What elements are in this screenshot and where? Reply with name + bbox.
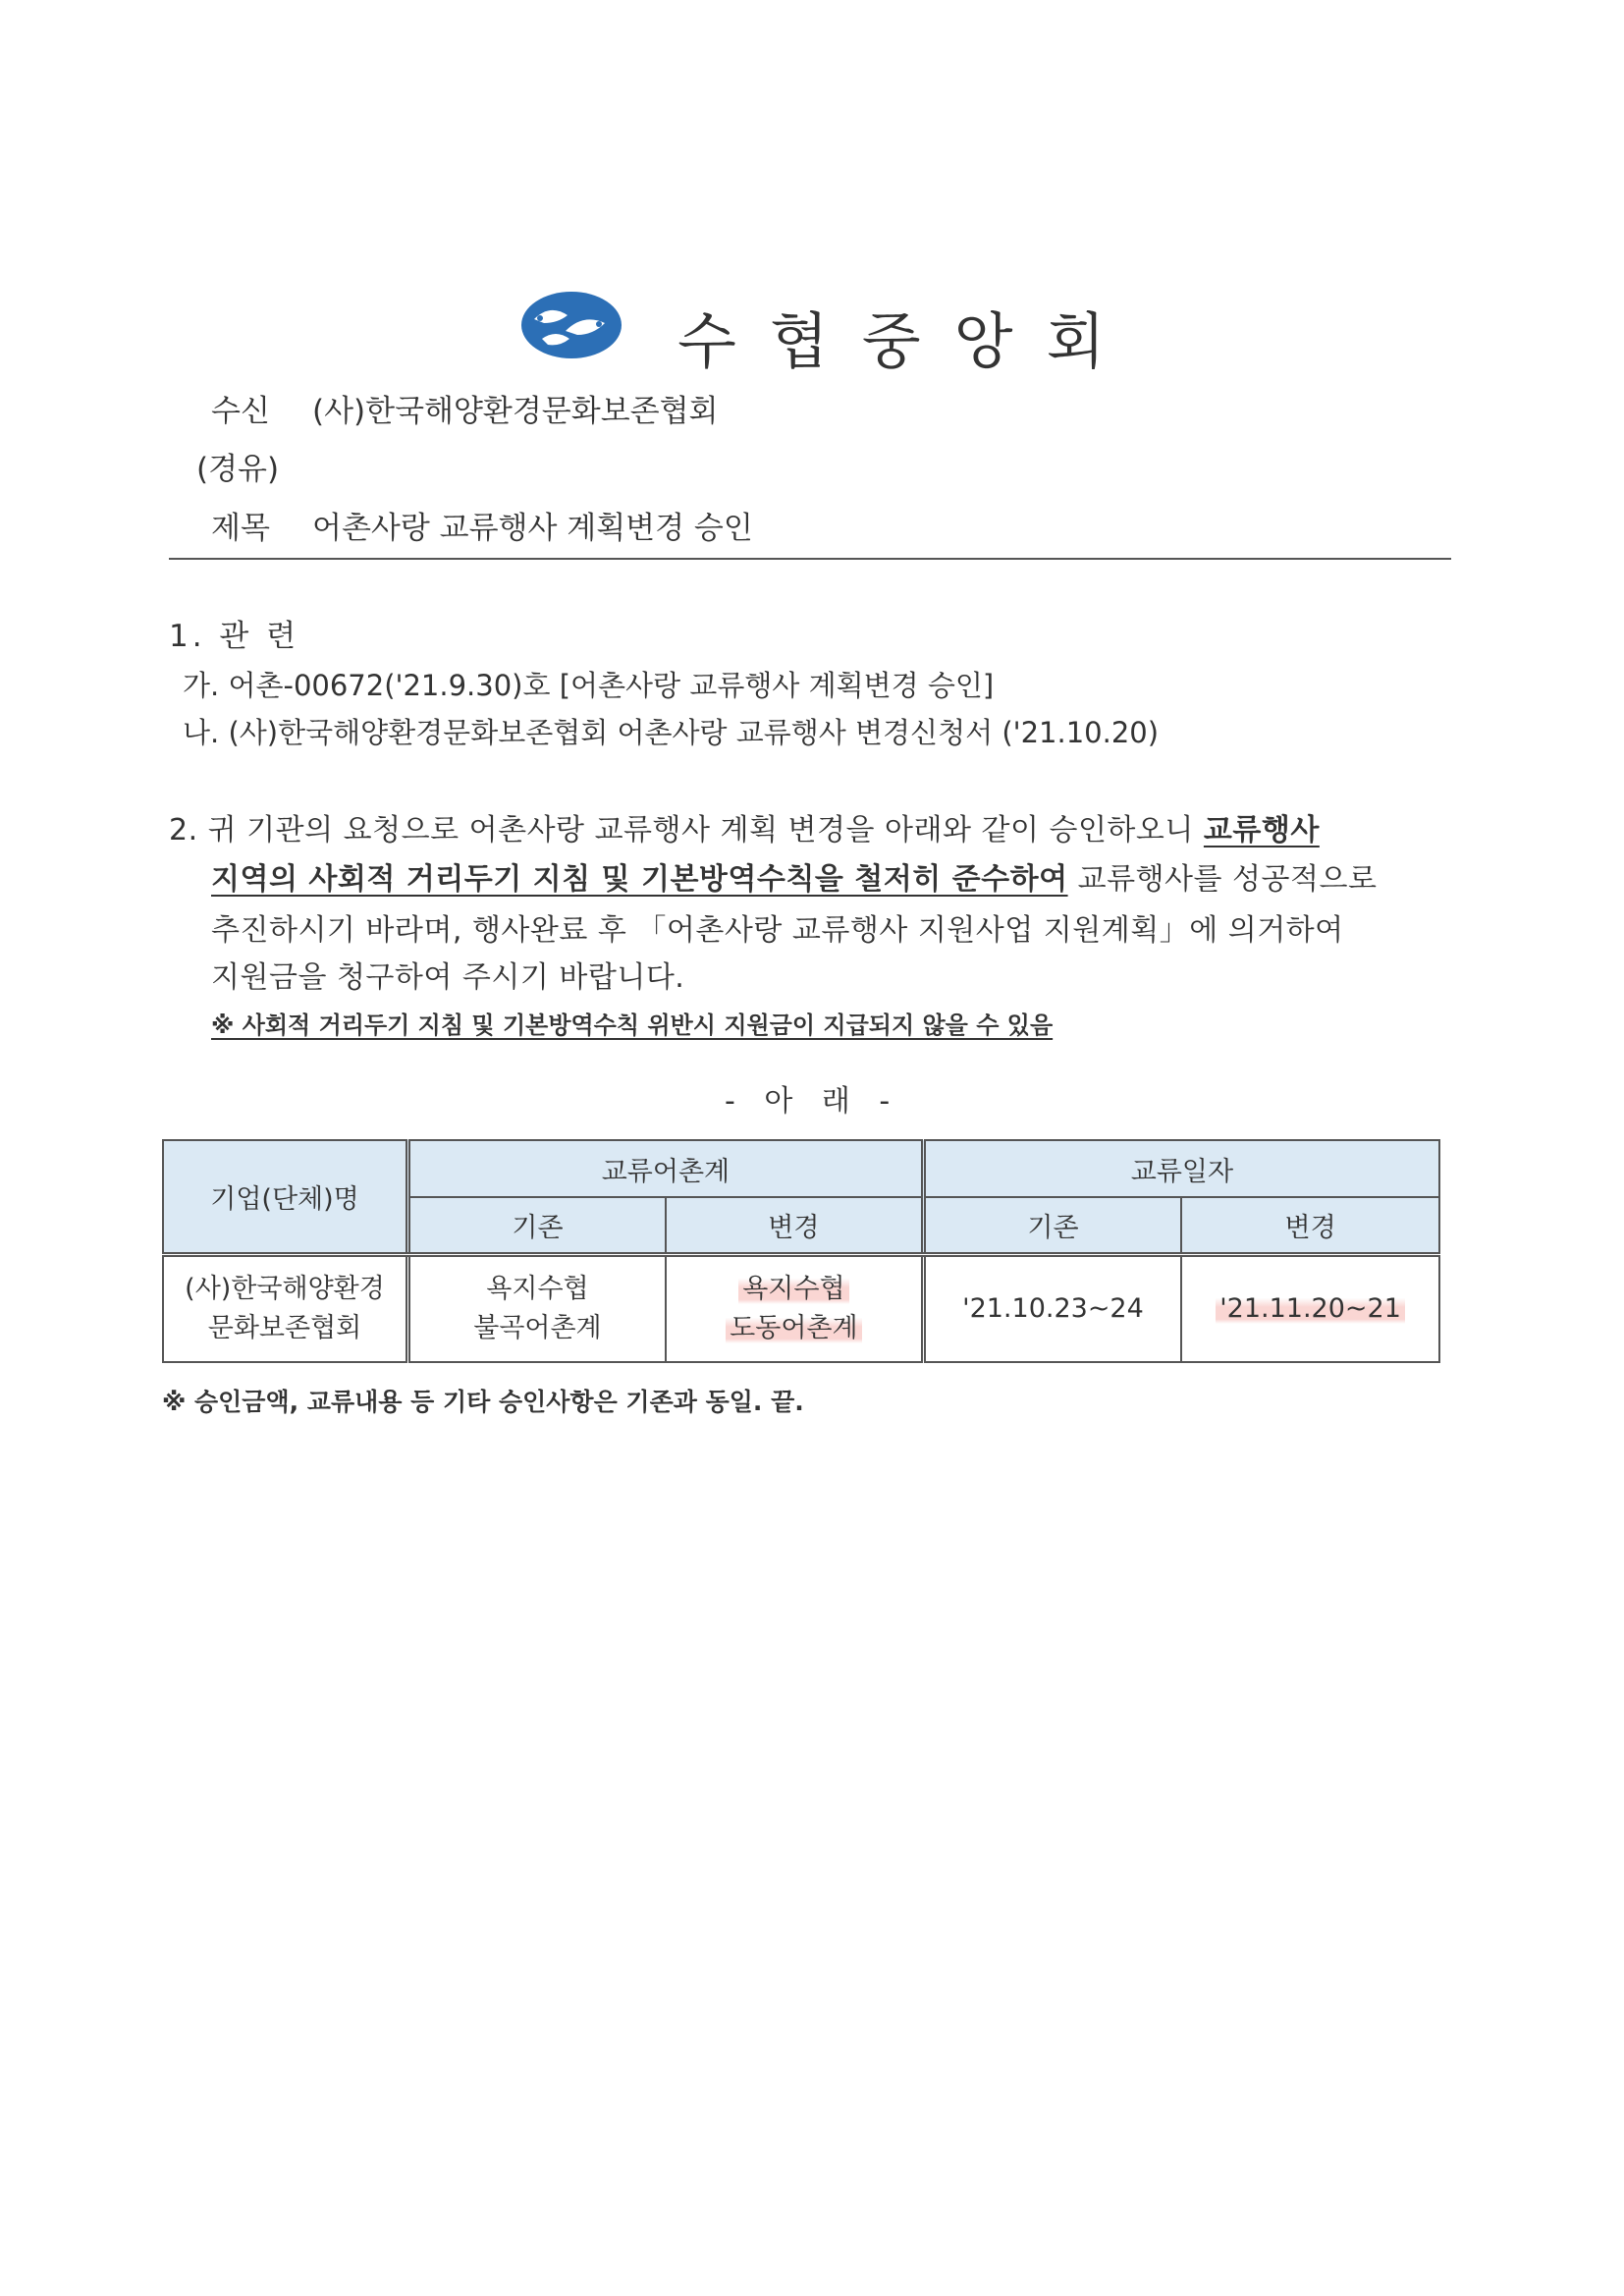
subject-label: 제목 (211, 511, 270, 546)
subject-value: 어촌사랑 교류행사 계획변경 승인 (312, 511, 753, 546)
org-line1: (사)한국해양환경 (185, 1273, 385, 1304)
section1-heading: 1. 관 련 (169, 619, 300, 654)
suhyup-logo-icon (520, 290, 623, 360)
header-divider (169, 558, 1451, 560)
header-org: 기업(단체)명 (163, 1140, 408, 1254)
section2-warning-note: ※ 사회적 거리두기 지침 및 기본방역수칙 위반시 지원금이 지급되지 않을 수 있음 (211, 1011, 1054, 1039)
header-village-after: 변경 (666, 1197, 923, 1254)
section2-line4: 지원금을 청구하여 주시기 바랍니다. (211, 960, 685, 995)
header-date-before: 기존 (923, 1197, 1181, 1254)
header-village-group: 교류어촌계 (408, 1140, 924, 1197)
cell-date-after (1181, 1254, 1439, 1362)
section1-item-b: 나. (사)한국해양환경문화보존협회 어촌사랑 교류행사 변경신청서 ('21.10.20) (183, 716, 1160, 749)
organization-title: 수협중앙회 (677, 305, 1139, 377)
table-row (163, 1254, 1439, 1362)
cell-date-before: '21.10.23~24 (923, 1254, 1181, 1362)
header-date-after: 변경 (1181, 1197, 1439, 1254)
section2-line2-emphasis: 지역의 사회적 거리두기 지침 및 기본방역수칙을 철저히 준수하여 (211, 862, 1068, 897)
section2-line1-text: 2. 귀 기관의 요청으로 어촌사랑 교류행사 계획 변경을 아래와 같이 승인하오니 (169, 813, 1204, 847)
section2-line1-emphasis: 교류행사 (1203, 813, 1320, 847)
org-line2: 문화보존협회 (207, 1312, 362, 1343)
village-after-line2: 도동어촌계 (726, 1313, 861, 1343)
approval-table (162, 1139, 1440, 1363)
cell-org (163, 1254, 408, 1362)
village-before-line2: 불곡어촌계 (473, 1312, 602, 1343)
below-heading: - 아 래 - (725, 1084, 900, 1119)
section1-item-a: 가. 어촌-00672('21.9.30)호 [어촌사랑 교류행사 계획변경 승인] (183, 669, 995, 702)
header-date-group: 교류일자 (923, 1140, 1439, 1197)
section2-line3: 추진하시기 바라며, 행사완료 후 「어촌사랑 교류행사 지원사업 지원계획」에 의거하여 (211, 913, 1344, 948)
cell-village-before (408, 1254, 666, 1362)
footer-note: ※ 승인금액, 교류내용 등 기타 승인사항은 기존과 동일. 끝. (162, 1388, 804, 1416)
village-after-line1: 욕지수협 (738, 1274, 848, 1304)
village-before-line1: 욕지수협 (486, 1273, 589, 1304)
cell-village-after (666, 1254, 923, 1362)
header-village-before: 기존 (408, 1197, 666, 1254)
recipient-value: (사)한국해양환경문화보존협회 (312, 394, 719, 429)
section2-line2-text: 교류행사를 성공적으로 (1067, 862, 1378, 897)
section2-line2 (211, 854, 1377, 898)
section2-line1 (169, 805, 1320, 848)
recipient-label: 수신 (211, 394, 270, 429)
via-label: (경유) (196, 452, 280, 487)
date-after-value: '21.11.20~21 (1216, 1293, 1405, 1324)
